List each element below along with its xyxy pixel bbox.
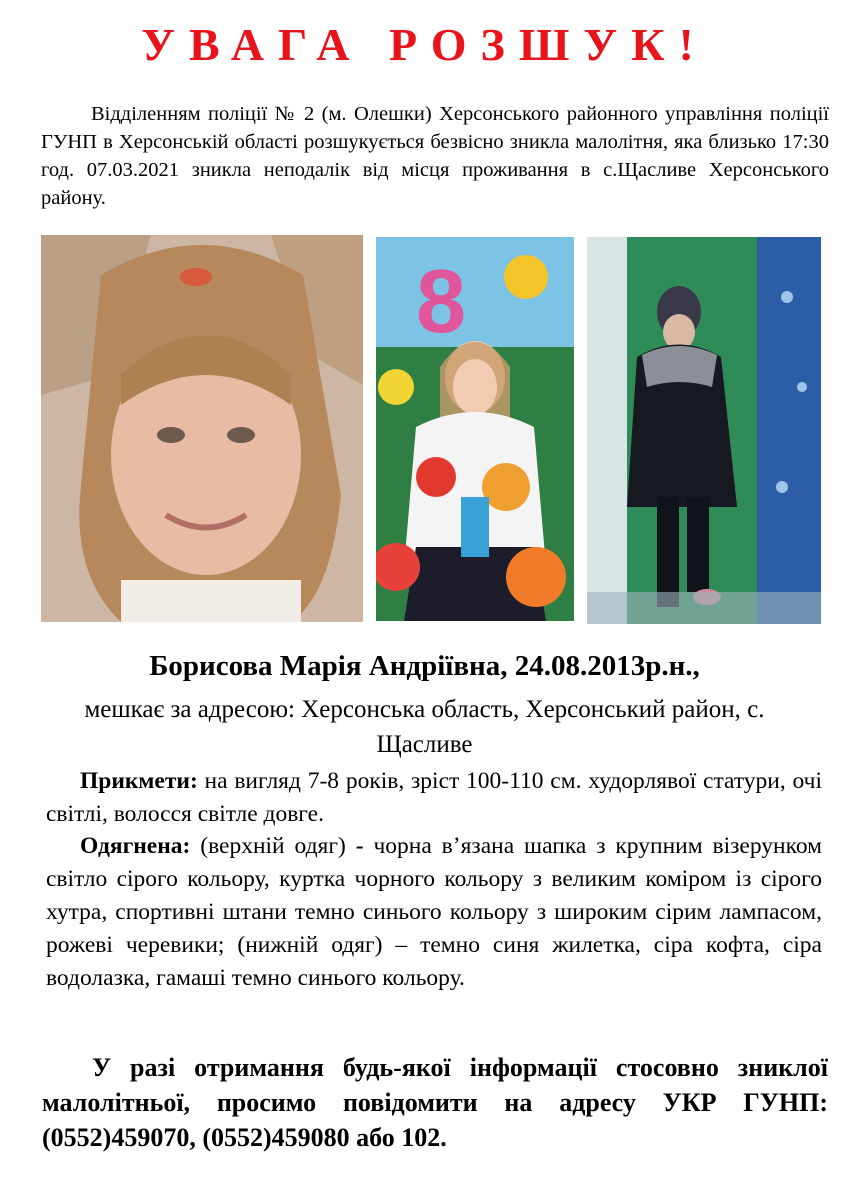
cctv-photo (587, 237, 821, 624)
signs-paragraph (46, 765, 822, 831)
svg-text:8: 8 (416, 252, 467, 352)
signs-label: Прикмети: (80, 768, 198, 794)
missing-person-name: Борисова Марія Андріївна, 24.08.2013р.н., (149, 650, 700, 682)
signs-text: на вигляд 7-8 років, зріст 100-110 см. худорлявої статури, очі світлі, волосся світле довге. (46, 768, 822, 827)
poster-title: УВАГА РОЗШУК! (141, 19, 708, 70)
clothing-paragraph (46, 830, 822, 995)
clothing-text-a: (верхній одяг) (190, 833, 356, 859)
clothing-label: Одягнена: (80, 833, 191, 859)
portrait-photo (41, 235, 363, 622)
contact-paragraph: У разі отримання будь-якої інформації стосовно зниклої малолітньої, просимо повідомити на адресу УКР ГУНП: (0552)459070, (0552)459080 або 102. (42, 1053, 828, 1152)
clothing-text-b: чорна в’язана шапка з крупним візерунком світло сірого кольору, куртка чорного кольору з великим коміром із сірого хутра, спортивні штани темно синього кольору з широким сірим лампасом, рожеві черевики; (нижній одяг) – темно синя жилетка, сіра кофта, сіра водолазка, гамаші темно синього кольору. (46, 833, 822, 991)
intro-paragraph: Відділенням поліції № 2 (м. Олешки) Херсонського районного управління поліції ГУНП в Херсонській області розшукується безвісно зникла малолітня, яка близько 17:30 год. 07.03.2021 зникла неподалік від місця проживання в с.Щасливе Херсонського району. (41, 103, 829, 209)
address-line: мешкає за адресою: Херсонська область, Херсонський район, с. Щасливе (84, 696, 765, 758)
clothing-dash: - (355, 833, 364, 859)
school-photo (376, 237, 574, 621)
